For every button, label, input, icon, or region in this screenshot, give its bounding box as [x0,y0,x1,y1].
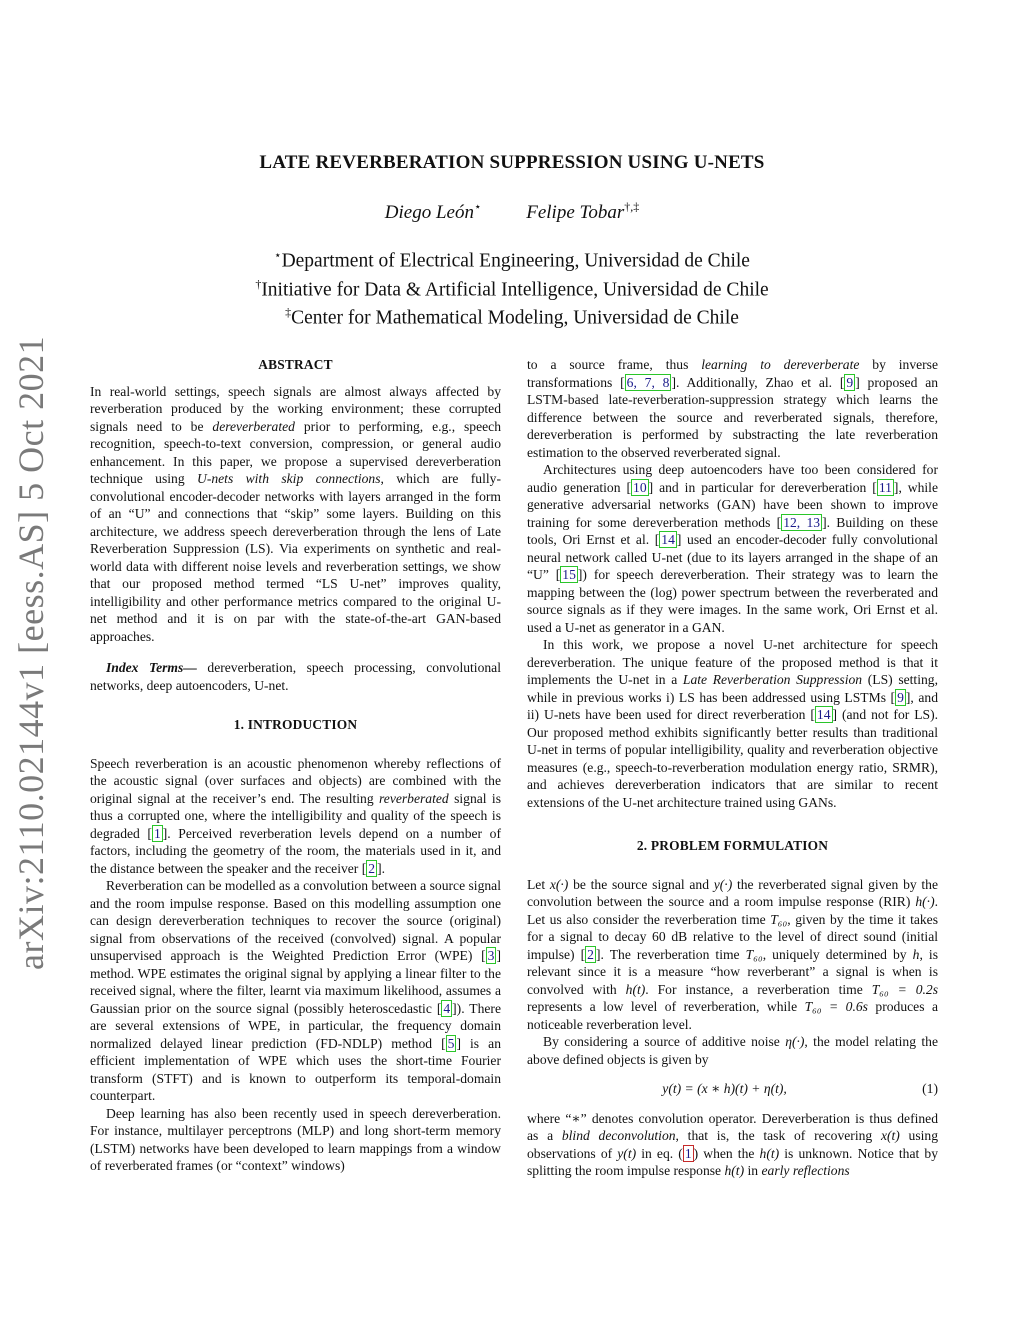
paper-title: LATE REVERBERATION SUPPRESSION USING U-NETS [259,152,765,173]
citation-link[interactable]: 2 [587,946,594,962]
intro-heading: 1. INTRODUCTION [233,717,358,732]
citation-link[interactable]: 2 [368,860,376,876]
citation-link[interactable]: 1 [153,825,161,841]
equation-1 [527,1080,938,1098]
intro-paragraph-1: Speech reverberation is an acoustic phenomenon whereby reflections of the acoustic signal (over surfaces and objects) are combined with the original signal at the receiver’s end. The resulting reverberated signal is thus a corrupted one, where the intelligibility and quality of the speech is degraded [ 1 ]. Perceived reverberation levels depend on a number of factors, including the geometry of the room, the materials used in it, and the distance between the speaker and the receiver [ 2 ]. [90,755,501,876]
affiliation-3: ‡Center for Mathematical Modeling, Universidad de Chile [285,305,739,329]
affiliation-2: †Initiative for Data & Artificial Intelligence, Universidad de Chile [255,276,769,300]
citation-link[interactable]: 6, 7, 8 [626,374,670,390]
citation-link[interactable]: 9 [846,374,854,390]
problem-formulation-heading: 2. PROBLEM FORMULATION [636,838,829,853]
intro-paragraph-6: In this work, we propose a novel U-net architecture for speech dereverberation. The unique feature of the proposed method is that it implements the U-net in a Late Reverberation Suppression (LS) setting, while in previous works i) LS has been addressed using LSTMs [ 9 ], and ii) U-nets have been used for direct reverberation [ 14 ] (and not for LS). Our proposed method exhibits significantly better results than traditional U-net in terms of popular intelligibility, quality and reverberation objective measures (e.g., speech-to-reverberation modulation energy ratio, SRMR), and achieves dereverberation indicators that are similar to recent extensions of the U-net architecture trained using GANs. [527,637,938,810]
author-2: Felipe Tobar†,‡ [526,200,640,224]
equation-body: y(t) = (x ∗ h)(t) + η(t), [662,1081,787,1096]
formulation-paragraph-2: By considering a source of additive noise η(·), the model relating the above defined objects is given by [527,1034,938,1067]
intro-paragraph-4: to a source frame, thus learning to dereverberate by inverse transformations [ 6, 7, 8 ]. Additionally, Zhao et al. [ 9 ] proposed an LSTM-based late-reverberation-suppression strategy which learns the difference between the source and reverberated signals, therefore, dereverberation is performed by substracting the late reverberation estimation to the observed reverberated signal. [527,357,939,460]
author-list [0,200,1024,224]
intro-paragraph-3: Deep learning has also been recently used in speech dereverberation. For instance, multilayer perceptrons (MLP) and long short-term memory (LSTM) networks have been developed to learn mappings from a window of reverberated frames (or “context” windows) [90,1105,501,1173]
affiliation-1: ⋆Department of Electrical Engineering, Universidad de Chile [274,248,750,272]
right-column [527,356,938,1180]
intro-paragraph-2: Reverberation can be modelled as a convolution between a source signal and the room impulse response. Based on this modelling assumption one can design dereverberation techniques to recover the source (original) signal from observations of the received (convolved) signal. A popular unsupervised approach is the Weighted Prediction Error (WPE) [ 3 ] method. WPE estimates the original signal by applying a linear filter to the received signal, where the filter, learnt via maximum likelihood, assumes a Gaussian prior on the source signal (possibly heteroscedastic [ 4 ]). There are several extensions of WPE, in particular, the frequency domain normalized delayed linear prediction (FD-NDLP) method [ 5 ] is an efficient implementation of WPE which uses the short-time Fourier transform (STFT) and is known to outperform its temporal-domain counterpart. [90,878,501,1103]
citation-link[interactable]: 3 [487,948,495,963]
citation-link[interactable]: 12, 13 [783,514,821,530]
formulation-paragraph-3: where “∗” denotes convolution operator. Dereverberation is thus defined as a blind deconvolution, that is, the task of recovering x(t) using observations of y(t) in eq. ( 1 ) when the h(t) is unknown. Notice that by splitting the room impulse response h(t) in early reflections [527,1110,939,1178]
abstract-heading: ABSTRACT [258,357,333,372]
arxiv-identifier: arXiv:2110.02144v1 [eess.AS] 5 Oct 2021 [11,335,51,970]
abstract-text: In real-world settings, speech signals are almost always affected by reverberation produced by the working environment; these corrupted signals need to be dereverberated prior to performing, e.g., speech recognition, speech-to-text conversion, compression, or general audio enhancement. In this paper, we propose a supervised dereverberation technique using U-nets with skip connections, which are fully-convolutional encoder-decoder networks with layers arranged in the form of an “U” and connections that “skip” some layers. Building on this architecture, we address speech dereverberation through the lens of Late Reverberation Suppression (LS). Via experiments on synthetic and real-world data with different noise levels and reverberation settings, we show that our proposed method termed “LS U-net” improves quality, intelligibility and other performance metrics compared to the original U-net method and it is on par with the state-of-the-art GAN-based approaches. [90,383,501,644]
equation-number: (1) [922,1081,938,1096]
index-terms: Index Terms— dereverberation, speech processing, convolutional networks, deep autoencoders, U-net. [90,660,501,693]
citation-link[interactable]: 10 [633,479,647,495]
affiliations [0,244,1024,330]
citation-link[interactable]: 4 [443,1000,451,1016]
citation-link[interactable]: 9 [897,689,904,705]
author-1: Diego León⋆ [384,200,482,224]
formulation-paragraph-1: Let x(·) be the source signal and y(·) the reverberated signal given by the convolution between the source and a room impulse response (RIR) h(·). Let us also consider the reverberation time T₆₀, given by the time it takes for a signal to decay 60 dB relative to the level of direct sound (initial impulse) [ 2 ]. The reverberation time T₆₀, uniquely determined by h, is relevant since it is a measure “how reverberant” a signal is when is convolved with h(t). For instance, a reverberation time T₆₀ = 0.2s represents a low level of reverberation, while T₆₀ = 0.6s produces a noticeable reverberation level. [527,876,938,1032]
citation-link[interactable]: 15 [562,567,576,582]
citation-link[interactable]: 14 [661,532,675,547]
citation-link[interactable]: 5 [447,1035,455,1051]
citation-link[interactable]: 11 [878,479,892,495]
intro-paragraph-5: Architectures using deep autoencoders have too been considered for audio generation [ 10 ] and in particular for dereverberation [ 11 ], while generative adversarial networks (GAN) have been shown to improve training for some dereverberation methods [ 12, 13 ]. Building on these tools, Ori Ernst et al. [ 14 ] used an encoder-decoder fully convolutional neural network called U-net (due to its layers arranged in the shape of an “U” [ 15 ]) for speech dereverberation. Their strategy was to learn the mapping between the (log) power spectrum between the reverberated and source signals as if they were images. In the same work, Ori Ernst et al. used a U-net as generator in a GAN. [527,462,939,635]
equation-link[interactable]: 1 [684,1145,692,1161]
left-column [90,356,501,1175]
citation-link[interactable]: 14 [816,707,831,722]
